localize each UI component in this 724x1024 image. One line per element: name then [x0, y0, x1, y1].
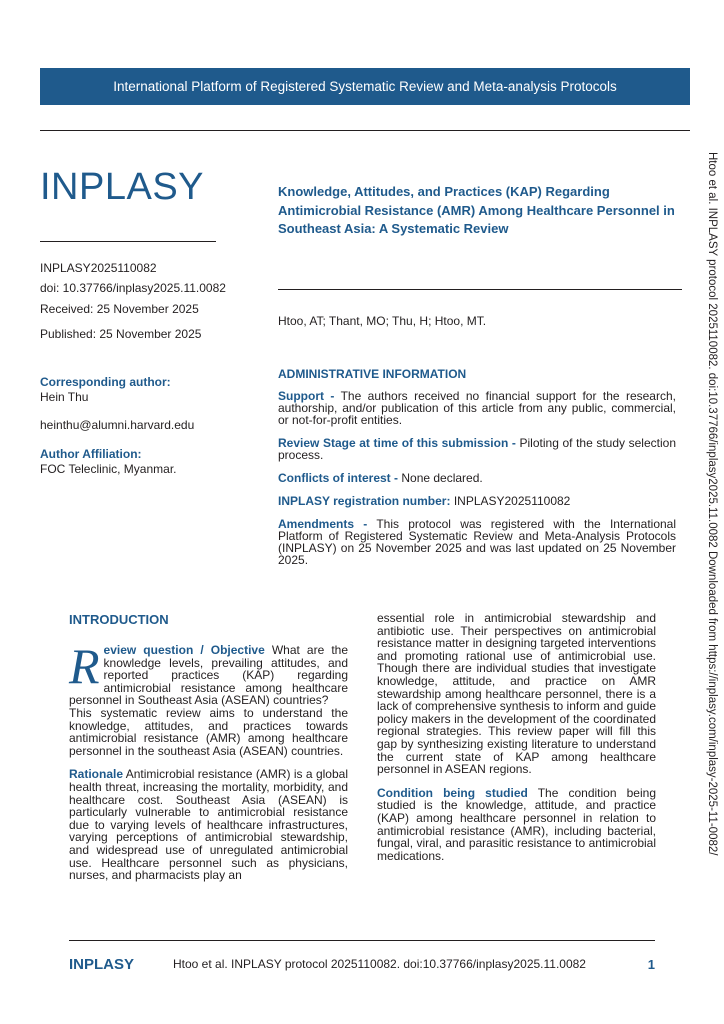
page-number: 1 — [647, 956, 655, 972]
drop-cap: R — [69, 638, 100, 694]
support-text: The authors received no financial support for the research, authorship, and/or publication of this article from any public, commercial, or not-for-profit entities. — [278, 389, 676, 427]
title-divider — [278, 289, 682, 290]
brand-divider — [40, 241, 216, 242]
footer-citation: Htoo et al. INPLASY protocol 2025110082. doi:10.37766/inplasy2025.11.0082 — [173, 957, 586, 971]
paper-title: Knowledge, Attitudes, and Practices (KAP) Regarding Antimicrobial Resistance (AMR) Among Healthcare Personnel in Southeast Asia: A Systematic Review — [278, 184, 675, 236]
registration-paragraph — [278, 495, 676, 507]
review-stage-text: Piloting of the study selection process. — [278, 436, 676, 462]
administrative-information — [278, 368, 676, 577]
registration-text: INPLASY2025110082 — [450, 494, 571, 508]
support-paragraph — [278, 390, 676, 426]
amendments-text: This protocol was registered with the International Platform of Registered Systematic Review and Meta-Analysis Protocols (INPLASY) on 25 November 2025 and was last updated on 25 November 2025. — [278, 517, 676, 567]
side-citation: Htoo et al. INPLASY protocol 2025110082. doi:10.37766/inplasy2025.11.0082 Downloaded from https://inplasy.com/inplasy-2025-11-0082/ — [706, 152, 718, 856]
rationale-text: Antimicrobial resistance (AMR) is a global health threat, increasing the mortality, morbidity, and healthcare cost. Southeast Asia (ASEAN) is particularly vulnerable to antimicrobial resistance due to varying levels of healthcare infrastructures, varying perceptions of antimicrobial stewardship, and widespread use of unregulated antimicrobial use. Healthcare personnel such as physicians, nurses, and pharmacists play an — [69, 767, 348, 883]
rationale-label: Rationale — [69, 767, 124, 782]
registration-label: INPLASY registration number: — [278, 494, 451, 508]
condition-label: Condition being studied — [377, 785, 528, 800]
footer-divider — [69, 940, 655, 941]
corresponding-email[interactable]: heinthu@alumni.harvard.edu — [40, 418, 195, 432]
page-footer — [69, 954, 655, 974]
brand-logo-text: INPLASY — [40, 166, 205, 208]
body-column-left — [69, 638, 348, 893]
conflicts-text: None declared. — [398, 471, 483, 485]
affiliation: FOC Teleclinic, Myanmar. — [40, 462, 177, 476]
author-list: Htoo, AT; Thant, MO; Thu, H; Htoo, MT. — [278, 314, 487, 328]
rationale-continued: essential role in antimicrobial stewardship and antibiotic use. Their perspectives on antimicrobial resistance matter in designing targeted interventions and promoting rational use of antimicrobial use. Though there are individual studies that investigate knowledge, attitude, and practice on AMR stewardship among healthcare personnel, there is a lack of comprehensive synthesis to inform and guide policy makers in the development of the coordinated regional strategies. This review paper will fill this gap by synthesizing existing literature to understand the current state of KAP among healthcare personnel in ASEAN regions. — [377, 611, 656, 777]
published-date: Published: 25 November 2025 — [40, 327, 202, 341]
condition-paragraph — [377, 787, 656, 863]
admin-heading: ADMINISTRATIVE INFORMATION — [278, 367, 467, 381]
footer-brand: INPLASY — [69, 955, 135, 973]
protocol-id: INPLASY2025110082 — [40, 261, 157, 275]
affiliation-label: Author Affiliation: — [40, 447, 142, 461]
review-question-paragraph — [69, 638, 348, 758]
support-label: Support - — [278, 389, 335, 403]
introduction-heading: INTRODUCTION — [69, 612, 169, 627]
corresponding-author-label: Corresponding author: — [40, 375, 171, 389]
review-aim-text: This systematic review aims to understand the knowledge, attitudes, and practices towards antimicrobial resistance (AMR) among healthcare personnel in the southeast Asia (ASEAN) countries. — [69, 705, 348, 758]
condition-text: The condition being studied is the knowledge, attitude, and practice (KAP) among healthcare personnel in relation to antimicrobial resistance (AMR), including bacterial, fungal, viral, and parasitic resistance to antimicrobial medications. — [377, 785, 656, 863]
rationale-paragraph — [69, 768, 348, 881]
corresponding-author-name: Hein Thu — [40, 390, 89, 404]
top-divider — [40, 130, 690, 131]
body-column-right — [377, 612, 656, 873]
amendments-label: Amendments - — [278, 517, 368, 531]
conflicts-label: Conflicts of interest - — [278, 471, 399, 485]
conflicts-paragraph — [278, 472, 676, 484]
review-stage-paragraph — [278, 437, 676, 461]
doi[interactable]: doi: 10.37766/inplasy2025.11.0082 — [40, 281, 226, 295]
review-question-text: What are the knowledge levels, prevailing attitudes, and reported practices (KAP) regarding antimicrobial resistance among healthcare personnel in Southeast Asia (ASEAN) countries? — [69, 643, 348, 708]
review-question-label: eview question / Objective — [103, 643, 265, 657]
review-stage-label: Review Stage at time of this submission - — [278, 436, 516, 450]
amendments-paragraph — [278, 518, 676, 566]
header-banner: International Platform of Registered Systematic Review and Meta-analysis Protocols — [40, 68, 690, 105]
received-date: Received: 25 November 2025 — [40, 302, 199, 316]
